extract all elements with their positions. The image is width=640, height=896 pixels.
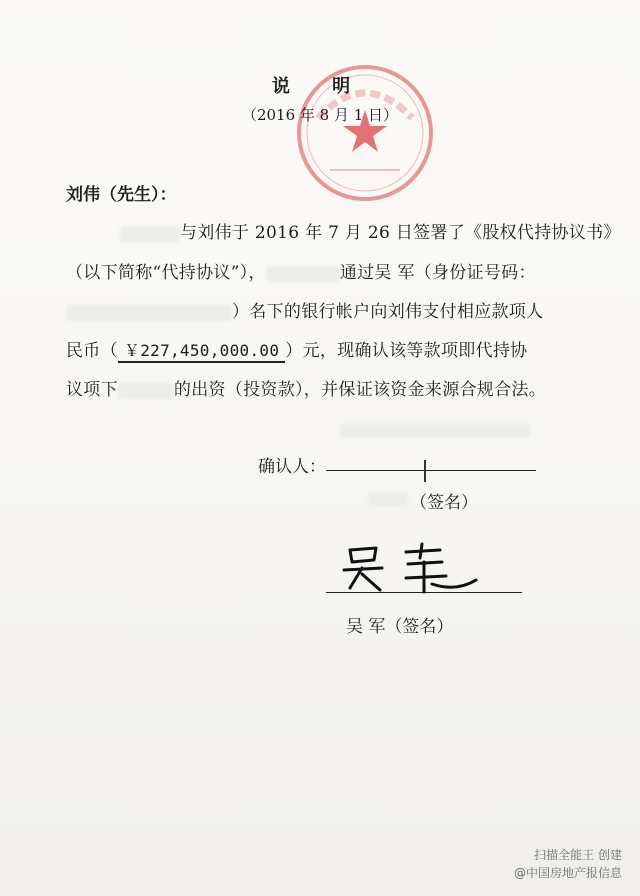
scan-watermark (514, 846, 622, 882)
body-line-5b-text: 的出资（投资款），并保证该资金来源合规合法。 (173, 380, 547, 400)
body-line-5 (66, 375, 546, 400)
salutation: 刘伟（先生）： (66, 185, 177, 205)
body-line-2 (66, 258, 536, 283)
redacted-company-name (266, 266, 340, 282)
body-line-2a-text: （以下简称“代持协议”）， (66, 263, 266, 283)
handwritten-signature (336, 540, 486, 600)
body-line-4 (66, 336, 527, 363)
body-line-4a-text: 民币（ (66, 341, 118, 361)
confirm-label: 确认人： (258, 457, 326, 477)
body-line-3-text: ）名下的银行帐户向刘伟支付相应款项人 (232, 302, 544, 322)
second-signature-line (326, 592, 522, 593)
body-line-3 (66, 297, 543, 322)
signature-mark (424, 460, 426, 482)
document-title: 说 明 (271, 76, 369, 97)
confirm-signature-line (326, 470, 536, 471)
second-signer-sign-note: 吴 军（签名） (346, 617, 454, 637)
payment-amount: ￥227,450,000.00 (118, 338, 285, 363)
redacted-company-name (120, 226, 180, 242)
redacted-company-name (118, 383, 174, 399)
redacted-signer (368, 492, 408, 506)
body-line-1-text: 与刘伟于 2016 年 7 月 26 日签署了《股权代持协议书》 (180, 223, 621, 243)
confirm-sign-note: （签名） (410, 493, 478, 513)
body-line-4b-text: ）元，现确认该等款项即代持协 (285, 341, 528, 361)
document-date: （2016 年 8 月 1 日） (241, 106, 399, 124)
body-line-2b-text: 通过吴 军（身份证号码： (339, 263, 536, 283)
redacted-id-number (66, 305, 232, 321)
watermark-line-1: 扫描全能王 创建 (534, 848, 622, 862)
watermark-line-2: @中国房地产报信息 (513, 866, 622, 880)
body-line-5a-text: 议项下 (66, 380, 118, 400)
redacted-confirmer-name (340, 424, 530, 438)
body-line-1 (120, 218, 621, 243)
